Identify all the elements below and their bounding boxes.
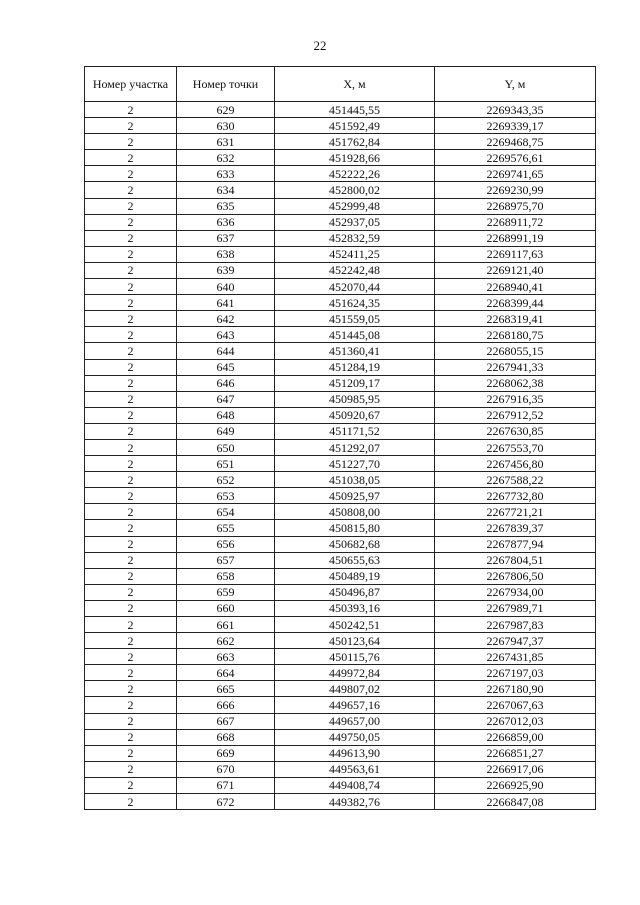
cell-plot-number: 2: [85, 729, 177, 745]
cell-plot-number: 2: [85, 600, 177, 616]
cell-point-number: 660: [177, 600, 275, 616]
cell-plot-number: 2: [85, 262, 177, 278]
cell-point-number: 650: [177, 439, 275, 455]
cell-plot-number: 2: [85, 279, 177, 295]
cell-point-number: 668: [177, 729, 275, 745]
cell-plot-number: 2: [85, 681, 177, 697]
cell-x-coordinate: 452999,48: [275, 198, 435, 214]
cell-y-coordinate: 2267588,22: [435, 472, 596, 488]
table-row: [85, 713, 596, 729]
cell-y-coordinate: 2268399,44: [435, 295, 596, 311]
table-row: [85, 536, 596, 552]
cell-point-number: 659: [177, 584, 275, 600]
cell-y-coordinate: 2267916,35: [435, 391, 596, 407]
cell-y-coordinate: 2269121,40: [435, 262, 596, 278]
cell-x-coordinate: 449807,02: [275, 681, 435, 697]
cell-x-coordinate: 452832,59: [275, 230, 435, 246]
cell-x-coordinate: 450808,00: [275, 504, 435, 520]
cell-point-number: 635: [177, 198, 275, 214]
cell-plot-number: 2: [85, 343, 177, 359]
table-row: [85, 681, 596, 697]
cell-plot-number: 2: [85, 246, 177, 262]
cell-point-number: 666: [177, 697, 275, 713]
cell-plot-number: 2: [85, 407, 177, 423]
cell-x-coordinate: 452070,44: [275, 279, 435, 295]
cell-plot-number: 2: [85, 439, 177, 455]
header-y-coordinate: Y, м: [435, 67, 596, 102]
cell-y-coordinate: 2269339,17: [435, 118, 596, 134]
cell-point-number: 662: [177, 633, 275, 649]
cell-x-coordinate: 449750,05: [275, 729, 435, 745]
cell-point-number: 656: [177, 536, 275, 552]
cell-plot-number: 2: [85, 536, 177, 552]
cell-plot-number: 2: [85, 697, 177, 713]
cell-x-coordinate: 449657,00: [275, 713, 435, 729]
cell-x-coordinate: 450920,67: [275, 407, 435, 423]
cell-x-coordinate: 451592,49: [275, 118, 435, 134]
table-row: [85, 777, 596, 793]
cell-point-number: 648: [177, 407, 275, 423]
cell-x-coordinate: 451762,84: [275, 134, 435, 150]
cell-x-coordinate: 450242,51: [275, 617, 435, 633]
cell-plot-number: 2: [85, 456, 177, 472]
cell-x-coordinate: 450815,80: [275, 520, 435, 536]
cell-y-coordinate: 2267180,90: [435, 681, 596, 697]
table-row: [85, 407, 596, 423]
cell-plot-number: 2: [85, 472, 177, 488]
cell-x-coordinate: 449563,61: [275, 761, 435, 777]
cell-point-number: 634: [177, 182, 275, 198]
cell-plot-number: 2: [85, 118, 177, 134]
cell-point-number: 639: [177, 262, 275, 278]
cell-y-coordinate: 2267197,03: [435, 665, 596, 681]
cell-x-coordinate: 452242,48: [275, 262, 435, 278]
table-row: [85, 182, 596, 198]
cell-plot-number: 2: [85, 713, 177, 729]
table-row: [85, 697, 596, 713]
cell-y-coordinate: 2267012,03: [435, 713, 596, 729]
cell-x-coordinate: 452800,02: [275, 182, 435, 198]
cell-plot-number: 2: [85, 391, 177, 407]
cell-y-coordinate: 2269468,75: [435, 134, 596, 150]
cell-x-coordinate: 451209,17: [275, 375, 435, 391]
cell-x-coordinate: 451360,41: [275, 343, 435, 359]
cell-point-number: 663: [177, 649, 275, 665]
cell-x-coordinate: 450655,63: [275, 552, 435, 568]
table-row: [85, 552, 596, 568]
cell-y-coordinate: 2267989,71: [435, 600, 596, 616]
header-x-coordinate: X, м: [275, 67, 435, 102]
table-row: [85, 504, 596, 520]
cell-point-number: 649: [177, 423, 275, 439]
table-row: [85, 472, 596, 488]
cell-plot-number: 2: [85, 649, 177, 665]
cell-x-coordinate: 449613,90: [275, 745, 435, 761]
cell-plot-number: 2: [85, 150, 177, 166]
cell-x-coordinate: 451171,52: [275, 423, 435, 439]
cell-y-coordinate: 2267912,52: [435, 407, 596, 423]
cell-y-coordinate: 2267431,85: [435, 649, 596, 665]
cell-y-coordinate: 2268180,75: [435, 327, 596, 343]
cell-plot-number: 2: [85, 295, 177, 311]
cell-plot-number: 2: [85, 745, 177, 761]
table-row: [85, 118, 596, 134]
cell-point-number: 670: [177, 761, 275, 777]
cell-point-number: 629: [177, 102, 275, 118]
cell-y-coordinate: 2268940,41: [435, 279, 596, 295]
table-row: [85, 665, 596, 681]
cell-y-coordinate: 2269230,99: [435, 182, 596, 198]
header-plot-number: Номер участка: [85, 67, 177, 102]
cell-y-coordinate: 2267067,63: [435, 697, 596, 713]
cell-x-coordinate: 450985,95: [275, 391, 435, 407]
cell-plot-number: 2: [85, 214, 177, 230]
table-row: [85, 295, 596, 311]
cell-plot-number: 2: [85, 230, 177, 246]
cell-plot-number: 2: [85, 552, 177, 568]
table-row: [85, 262, 596, 278]
cell-x-coordinate: 451292,07: [275, 439, 435, 455]
table-row: [85, 520, 596, 536]
table-row: [85, 439, 596, 455]
cell-y-coordinate: 2267732,80: [435, 488, 596, 504]
header-row: [85, 67, 596, 102]
cell-x-coordinate: 451445,55: [275, 102, 435, 118]
cell-x-coordinate: 450925,97: [275, 488, 435, 504]
cell-y-coordinate: 2266917,06: [435, 761, 596, 777]
coordinates-table: [84, 66, 596, 810]
cell-x-coordinate: 451227,70: [275, 456, 435, 472]
table-row: [85, 150, 596, 166]
table-row: [85, 166, 596, 182]
cell-plot-number: 2: [85, 665, 177, 681]
cell-point-number: 637: [177, 230, 275, 246]
cell-y-coordinate: 2267839,37: [435, 520, 596, 536]
cell-plot-number: 2: [85, 102, 177, 118]
cell-point-number: 643: [177, 327, 275, 343]
cell-plot-number: 2: [85, 359, 177, 375]
table-row: [85, 488, 596, 504]
cell-point-number: 672: [177, 794, 275, 810]
cell-plot-number: 2: [85, 633, 177, 649]
cell-plot-number: 2: [85, 375, 177, 391]
cell-x-coordinate: 450393,16: [275, 600, 435, 616]
cell-plot-number: 2: [85, 311, 177, 327]
cell-x-coordinate: 450123,64: [275, 633, 435, 649]
cell-x-coordinate: 452937,05: [275, 214, 435, 230]
cell-point-number: 652: [177, 472, 275, 488]
cell-y-coordinate: 2267947,37: [435, 633, 596, 649]
cell-point-number: 642: [177, 311, 275, 327]
cell-point-number: 638: [177, 246, 275, 262]
cell-plot-number: 2: [85, 777, 177, 793]
cell-x-coordinate: 450682,68: [275, 536, 435, 552]
table-row: [85, 279, 596, 295]
cell-plot-number: 2: [85, 488, 177, 504]
table-row: [85, 600, 596, 616]
cell-plot-number: 2: [85, 761, 177, 777]
table-row: [85, 311, 596, 327]
cell-point-number: 653: [177, 488, 275, 504]
table-row: [85, 456, 596, 472]
cell-y-coordinate: 2267934,00: [435, 584, 596, 600]
cell-point-number: 651: [177, 456, 275, 472]
table-row: [85, 214, 596, 230]
cell-point-number: 632: [177, 150, 275, 166]
cell-y-coordinate: 2267941,33: [435, 359, 596, 375]
cell-point-number: 669: [177, 745, 275, 761]
cell-x-coordinate: 452411,25: [275, 246, 435, 262]
cell-point-number: 647: [177, 391, 275, 407]
cell-y-coordinate: 2268911,72: [435, 214, 596, 230]
cell-x-coordinate: 451445,08: [275, 327, 435, 343]
cell-x-coordinate: 449408,74: [275, 777, 435, 793]
cell-y-coordinate: 2267630,85: [435, 423, 596, 439]
table-row: [85, 230, 596, 246]
cell-y-coordinate: 2266851,27: [435, 745, 596, 761]
cell-y-coordinate: 2267987,83: [435, 617, 596, 633]
table-row: [85, 633, 596, 649]
cell-x-coordinate: 451559,05: [275, 311, 435, 327]
cell-x-coordinate: 451038,05: [275, 472, 435, 488]
page-number: 22: [313, 38, 327, 53]
cell-plot-number: 2: [85, 520, 177, 536]
cell-y-coordinate: 2268319,41: [435, 311, 596, 327]
cell-point-number: 646: [177, 375, 275, 391]
cell-plot-number: 2: [85, 617, 177, 633]
cell-y-coordinate: 2269741,65: [435, 166, 596, 182]
cell-y-coordinate: 2268062,38: [435, 375, 596, 391]
cell-y-coordinate: 2267456,80: [435, 456, 596, 472]
table-body: [85, 102, 596, 810]
cell-x-coordinate: 450489,19: [275, 568, 435, 584]
table-row: [85, 375, 596, 391]
cell-plot-number: 2: [85, 166, 177, 182]
table-row: [85, 391, 596, 407]
cell-point-number: 654: [177, 504, 275, 520]
cell-plot-number: 2: [85, 423, 177, 439]
cell-y-coordinate: 2268991,19: [435, 230, 596, 246]
cell-x-coordinate: 452222,26: [275, 166, 435, 182]
cell-plot-number: 2: [85, 794, 177, 810]
cell-point-number: 630: [177, 118, 275, 134]
cell-y-coordinate: 2267804,51: [435, 552, 596, 568]
cell-x-coordinate: 451624,35: [275, 295, 435, 311]
cell-y-coordinate: 2267553,70: [435, 439, 596, 455]
table-row: [85, 568, 596, 584]
cell-point-number: 667: [177, 713, 275, 729]
cell-y-coordinate: 2267721,21: [435, 504, 596, 520]
cell-x-coordinate: 450496,87: [275, 584, 435, 600]
cell-y-coordinate: 2267877,94: [435, 536, 596, 552]
cell-y-coordinate: 2268055,15: [435, 343, 596, 359]
table-row: [85, 246, 596, 262]
cell-x-coordinate: 449972,84: [275, 665, 435, 681]
cell-y-coordinate: 2266859,00: [435, 729, 596, 745]
cell-point-number: 658: [177, 568, 275, 584]
cell-point-number: 640: [177, 279, 275, 295]
cell-point-number: 636: [177, 214, 275, 230]
cell-plot-number: 2: [85, 134, 177, 150]
header-point-number: Номер точки: [177, 67, 275, 102]
cell-x-coordinate: 449657,16: [275, 697, 435, 713]
cell-plot-number: 2: [85, 327, 177, 343]
cell-x-coordinate: 450115,76: [275, 649, 435, 665]
table-row: [85, 359, 596, 375]
table-row: [85, 649, 596, 665]
cell-point-number: 645: [177, 359, 275, 375]
table-row: [85, 102, 596, 118]
cell-point-number: 655: [177, 520, 275, 536]
table-row: [85, 327, 596, 343]
cell-plot-number: 2: [85, 584, 177, 600]
cell-x-coordinate: 451928,66: [275, 150, 435, 166]
cell-plot-number: 2: [85, 198, 177, 214]
table-row: [85, 761, 596, 777]
cell-point-number: 641: [177, 295, 275, 311]
table-row: [85, 794, 596, 810]
cell-plot-number: 2: [85, 504, 177, 520]
table-row: [85, 617, 596, 633]
cell-point-number: 665: [177, 681, 275, 697]
cell-y-coordinate: 2267806,50: [435, 568, 596, 584]
cell-point-number: 633: [177, 166, 275, 182]
cell-y-coordinate: 2269576,61: [435, 150, 596, 166]
table-row: [85, 198, 596, 214]
cell-plot-number: 2: [85, 182, 177, 198]
cell-point-number: 664: [177, 665, 275, 681]
cell-y-coordinate: 2266847,08: [435, 794, 596, 810]
table-header: [85, 67, 596, 102]
cell-point-number: 671: [177, 777, 275, 793]
cell-plot-number: 2: [85, 568, 177, 584]
table-row: [85, 584, 596, 600]
cell-x-coordinate: 449382,76: [275, 794, 435, 810]
cell-y-coordinate: 2269117,63: [435, 246, 596, 262]
cell-y-coordinate: 2268975,70: [435, 198, 596, 214]
table-row: [85, 729, 596, 745]
cell-y-coordinate: 2269343,35: [435, 102, 596, 118]
cell-point-number: 661: [177, 617, 275, 633]
table-row: [85, 343, 596, 359]
cell-point-number: 631: [177, 134, 275, 150]
cell-point-number: 657: [177, 552, 275, 568]
table-row: [85, 745, 596, 761]
cell-point-number: 644: [177, 343, 275, 359]
table-row: [85, 423, 596, 439]
table-row: [85, 134, 596, 150]
cell-x-coordinate: 451284,19: [275, 359, 435, 375]
cell-y-coordinate: 2266925,90: [435, 777, 596, 793]
